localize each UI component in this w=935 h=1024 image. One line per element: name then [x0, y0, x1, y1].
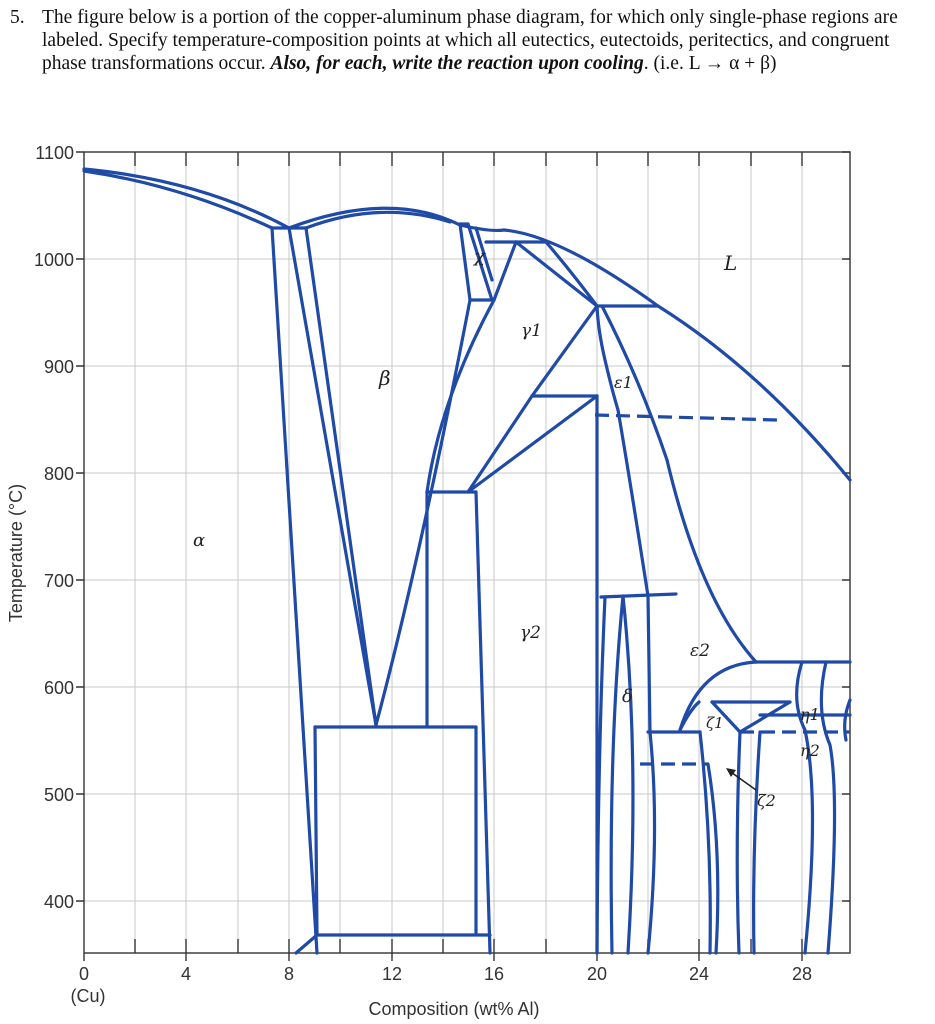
x-tick-label: 24: [688, 964, 710, 984]
y-tick-label: 1100: [35, 143, 74, 163]
label-epsilon1: ε1: [614, 373, 633, 392]
y-tick-label: 600: [43, 678, 74, 698]
label-liquid: L: [724, 251, 738, 275]
zeta2-arrowhead: [726, 768, 736, 777]
label-eta1: η1: [800, 705, 820, 724]
y-tick-label: 800: [43, 464, 74, 484]
x-axis-label: Composition (wt% Al): [368, 999, 540, 1019]
label-gamma1: γ1: [521, 321, 542, 341]
x-tick-label: 8: [283, 964, 295, 984]
delta-right: [648, 596, 655, 953]
phase-boundaries: [84, 169, 850, 953]
x-tick-label: 16: [483, 964, 505, 984]
phase-labels: [193, 246, 820, 810]
beta-right-boundary: [306, 228, 376, 725]
x-origin-note: (Cu): [70, 986, 106, 1006]
alpha-boundary: [272, 228, 317, 953]
y-tick-label: 700: [43, 571, 74, 591]
delta-top: [601, 594, 676, 597]
gamma1-left: [516, 242, 597, 306]
chi-left: [460, 224, 470, 300]
y-tick-label: 1000: [33, 250, 74, 270]
y-tick-label: 900: [43, 357, 74, 377]
beta-left-boundary: [289, 228, 376, 725]
question-main: The figure below is a portion of the copper-aluminum phase diagram, for which only single-phase regions are labeled. Specify temperature-composition points at which all eutectics, eutectoids, peritectics, and congruent phase transformations occur.: [42, 7, 898, 74]
beta-lower-right: [315, 727, 317, 935]
gamma-upper-diag: [532, 306, 597, 396]
label-chi: χ: [474, 246, 485, 267]
question-tail: . (i.e. L → α + β): [643, 53, 777, 74]
gamma-lower-diag2: [468, 396, 597, 492]
eta-right: [821, 662, 834, 953]
question-number: 5.: [10, 7, 25, 28]
x-tick-label: 0: [78, 964, 90, 984]
zeta-right: [737, 732, 740, 953]
eta-inner: [845, 700, 850, 740]
label-epsilon2: ε2: [690, 641, 710, 661]
y-tick-label: 400: [43, 892, 74, 912]
epsilon-lower: [618, 410, 648, 596]
gamma-lower-diag: [468, 396, 532, 492]
solidus-alpha: [84, 171, 272, 228]
label-eta2: η2: [800, 741, 820, 760]
label-zeta1: ζ1: [706, 714, 724, 732]
delta-inner-right: [623, 596, 633, 953]
y-axis-label: Temperature (°C): [6, 483, 26, 623]
beta-right-lower: [376, 300, 470, 725]
x-tick-label: 20: [586, 964, 608, 984]
x-tick-label: 12: [381, 964, 403, 984]
epsilon2-right: [667, 460, 756, 662]
chi-gamma1: [494, 242, 516, 300]
label-zeta2: ζ2: [757, 791, 776, 810]
alpha-bottom: [296, 935, 317, 953]
epsilon1-left: [597, 306, 618, 410]
y-tick-labels: [34, 143, 74, 912]
y-tick-label: 500: [43, 785, 74, 805]
liquidus-main: [504, 230, 850, 480]
question-emphasis: Also, for each, write the reaction upon cooling: [270, 53, 644, 74]
x-tick-label: 4: [180, 964, 192, 984]
label-gamma2: γ2: [520, 623, 541, 643]
label-beta: β: [379, 366, 391, 390]
label-alpha: α: [193, 530, 206, 551]
label-delta: δ: [622, 686, 633, 707]
delta-inner-left: [611, 596, 623, 953]
zeta-mid: [754, 732, 760, 953]
x-tick-label: 28: [791, 964, 813, 984]
zeta1-lower2: [740, 702, 790, 732]
gamma2-left: [476, 492, 490, 953]
